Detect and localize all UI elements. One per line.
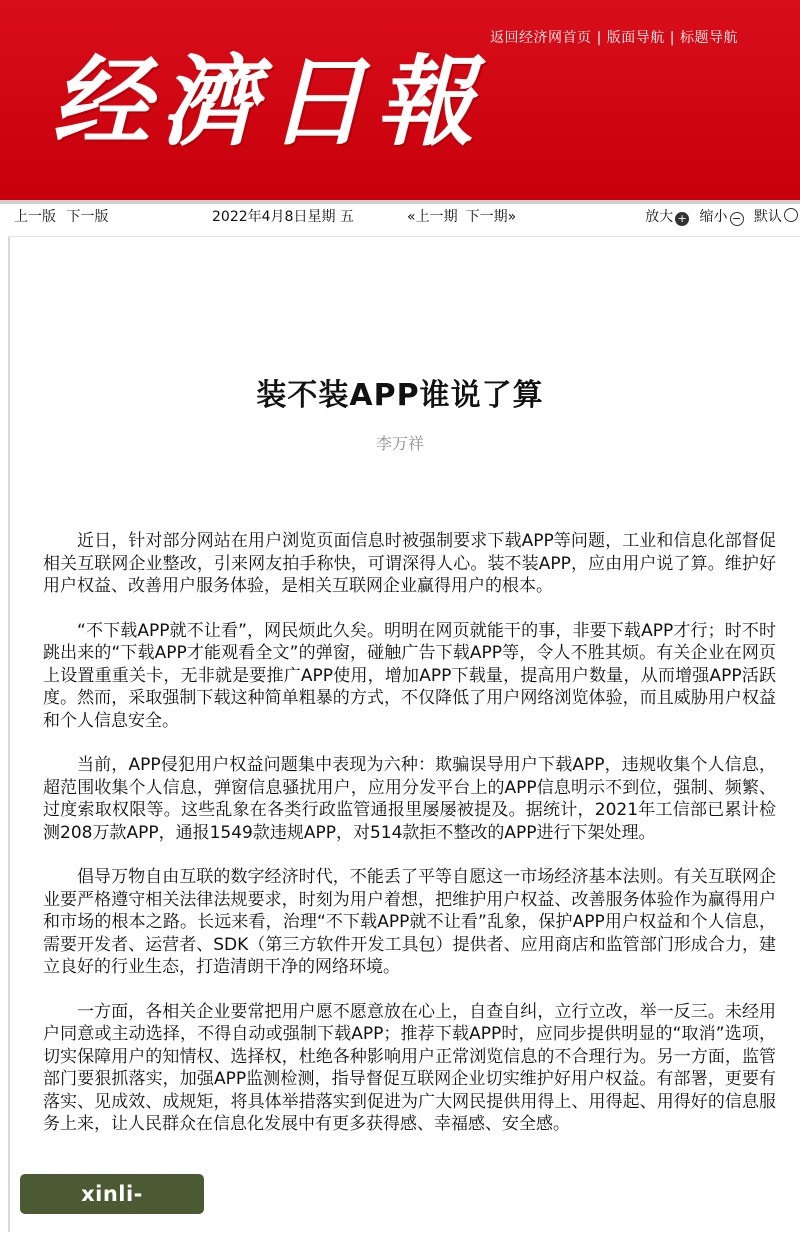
circle-icon — [784, 208, 798, 222]
zoom-in-label: 放大 — [645, 209, 674, 225]
reset-label: 默认 — [754, 209, 782, 225]
article-title: 装不装APP谁说了算 — [256, 378, 544, 413]
separator: | — [596, 30, 602, 46]
plus-circle-icon: + — [675, 212, 689, 226]
article-body — [43, 530, 776, 1158]
top-navigation — [490, 27, 738, 47]
prev-page-button[interactable]: 上一版 — [14, 209, 56, 225]
paragraph: 近日，针对部分网站在用户浏览页面信息时被强制要求下载APP等问题，工业和信息化部督促相关互联网企业整改，引来网友拍手称快，可谓深得人心。装不装APP，应由用户说了算。维护好用户权益、改善用户服务体验，是相关互联网企业赢得用户的根本。 — [43, 531, 776, 596]
page-nav-link[interactable]: 版面导航 — [606, 30, 665, 46]
home-link[interactable]: 返回经济网首页 — [490, 30, 592, 46]
page-switcher — [14, 204, 114, 230]
page-toolbar — [0, 204, 800, 230]
minus-circle-icon: − — [730, 212, 744, 226]
masthead — [0, 0, 800, 200]
reset-zoom-button[interactable] — [754, 209, 798, 225]
zoom-out-label: 缩小 — [699, 209, 728, 225]
title-nav-link[interactable]: 标题导航 — [680, 30, 738, 46]
prev-issue-button[interactable]: «上一期 — [407, 209, 458, 225]
issue-date: 2022年4月8日星期 五 — [212, 209, 354, 225]
separator: | — [669, 30, 675, 46]
zoom-out-button[interactable] — [700, 209, 744, 225]
paragraph: 倡导万物自由互联的数字经济时代，不能丢了平等自愿这一市场经济基本法则。有关互联网企业要严格遵守相关法律法规要求，时刻为用户着想，把维护用户权益、改善服务体验作为赢得用户和市场的根本之路。长远来看，治理“不下载APP就不让看”乱象，保护APP用户权益和个人信息，需要开发者、运营者、SDK（第三方软件开发工具包）提供者、应用商店和监管部门形成合力，建立良好的行业生态，打造清朗干净的网络环境。 — [43, 867, 776, 977]
paragraph: 一方面，各相关企业要常把用户愿不愿意放在心上，自查自纠，立行立改，举一反三。未经用户同意或主动选择，不得自动或强制下载APP；推荐下载APP时，应同步提供明显的“取消”选项，切实保障用户的知情权、选择权，杜绝各种影响用户正常浏览信息的不合理行为。另一方面，监管部门要狠抓落实，加强APP监测检测，指导督促互联网企业切实维护好用户权益。有部署，更要有落实、见成效、成规矩，将具体举措落实到促进为广大网民提供用得上、用得起、用得好的信息服务上来，让人民群众在信息化发展中有更多获得感、幸福感、安全感。 — [43, 1001, 776, 1134]
zoom-in-button[interactable] — [645, 209, 689, 225]
article-author: 李万祥 — [375, 434, 424, 453]
zoom-controls — [639, 204, 798, 230]
next-issue-button[interactable]: 下一期» — [465, 209, 517, 225]
next-page-button[interactable]: 下一版 — [66, 209, 109, 225]
paragraph: “不下载APP就不让看”，网民烦此久矣。明明在网页就能干的事，非要下载APP才行；时不时跳出来的“下载APP才能观看全文”的弹窗，碰触广告下载APP等，令人不胜其烦。有关企业在网页上设置重重关卡，无非就是要推广APP使用，增加APP下载量，提高用户数量，从而增强APP活跃度。然而，采取强制下载这种简单粗暴的方式，不仅降低了用户网络浏览体验，而且威胁用户权益和个人信息安全。 — [43, 620, 776, 731]
newspaper-logo[interactable]: 经濟日報 — [52, 45, 485, 160]
issue-switcher — [407, 204, 524, 230]
paragraph: 当前，APP侵犯用户权益问题集中表现为六种：欺骗误导用户下载APP，违规收集个人信息，超范围收集个人信息，弹窗信息骚扰用户，应用分发平台上的APP信息明示不到位，强制、频繁、过度索取权限等。这些乱象在各类行政监管通报里屡屡被提及。据统计，2021年工信部已累计检测208万款APP，通报1549款违规APP，对514款拒不整改的APP进行下架处理。 — [43, 755, 776, 843]
site-watermark: xinli-18.com.cn — [20, 1174, 204, 1214]
